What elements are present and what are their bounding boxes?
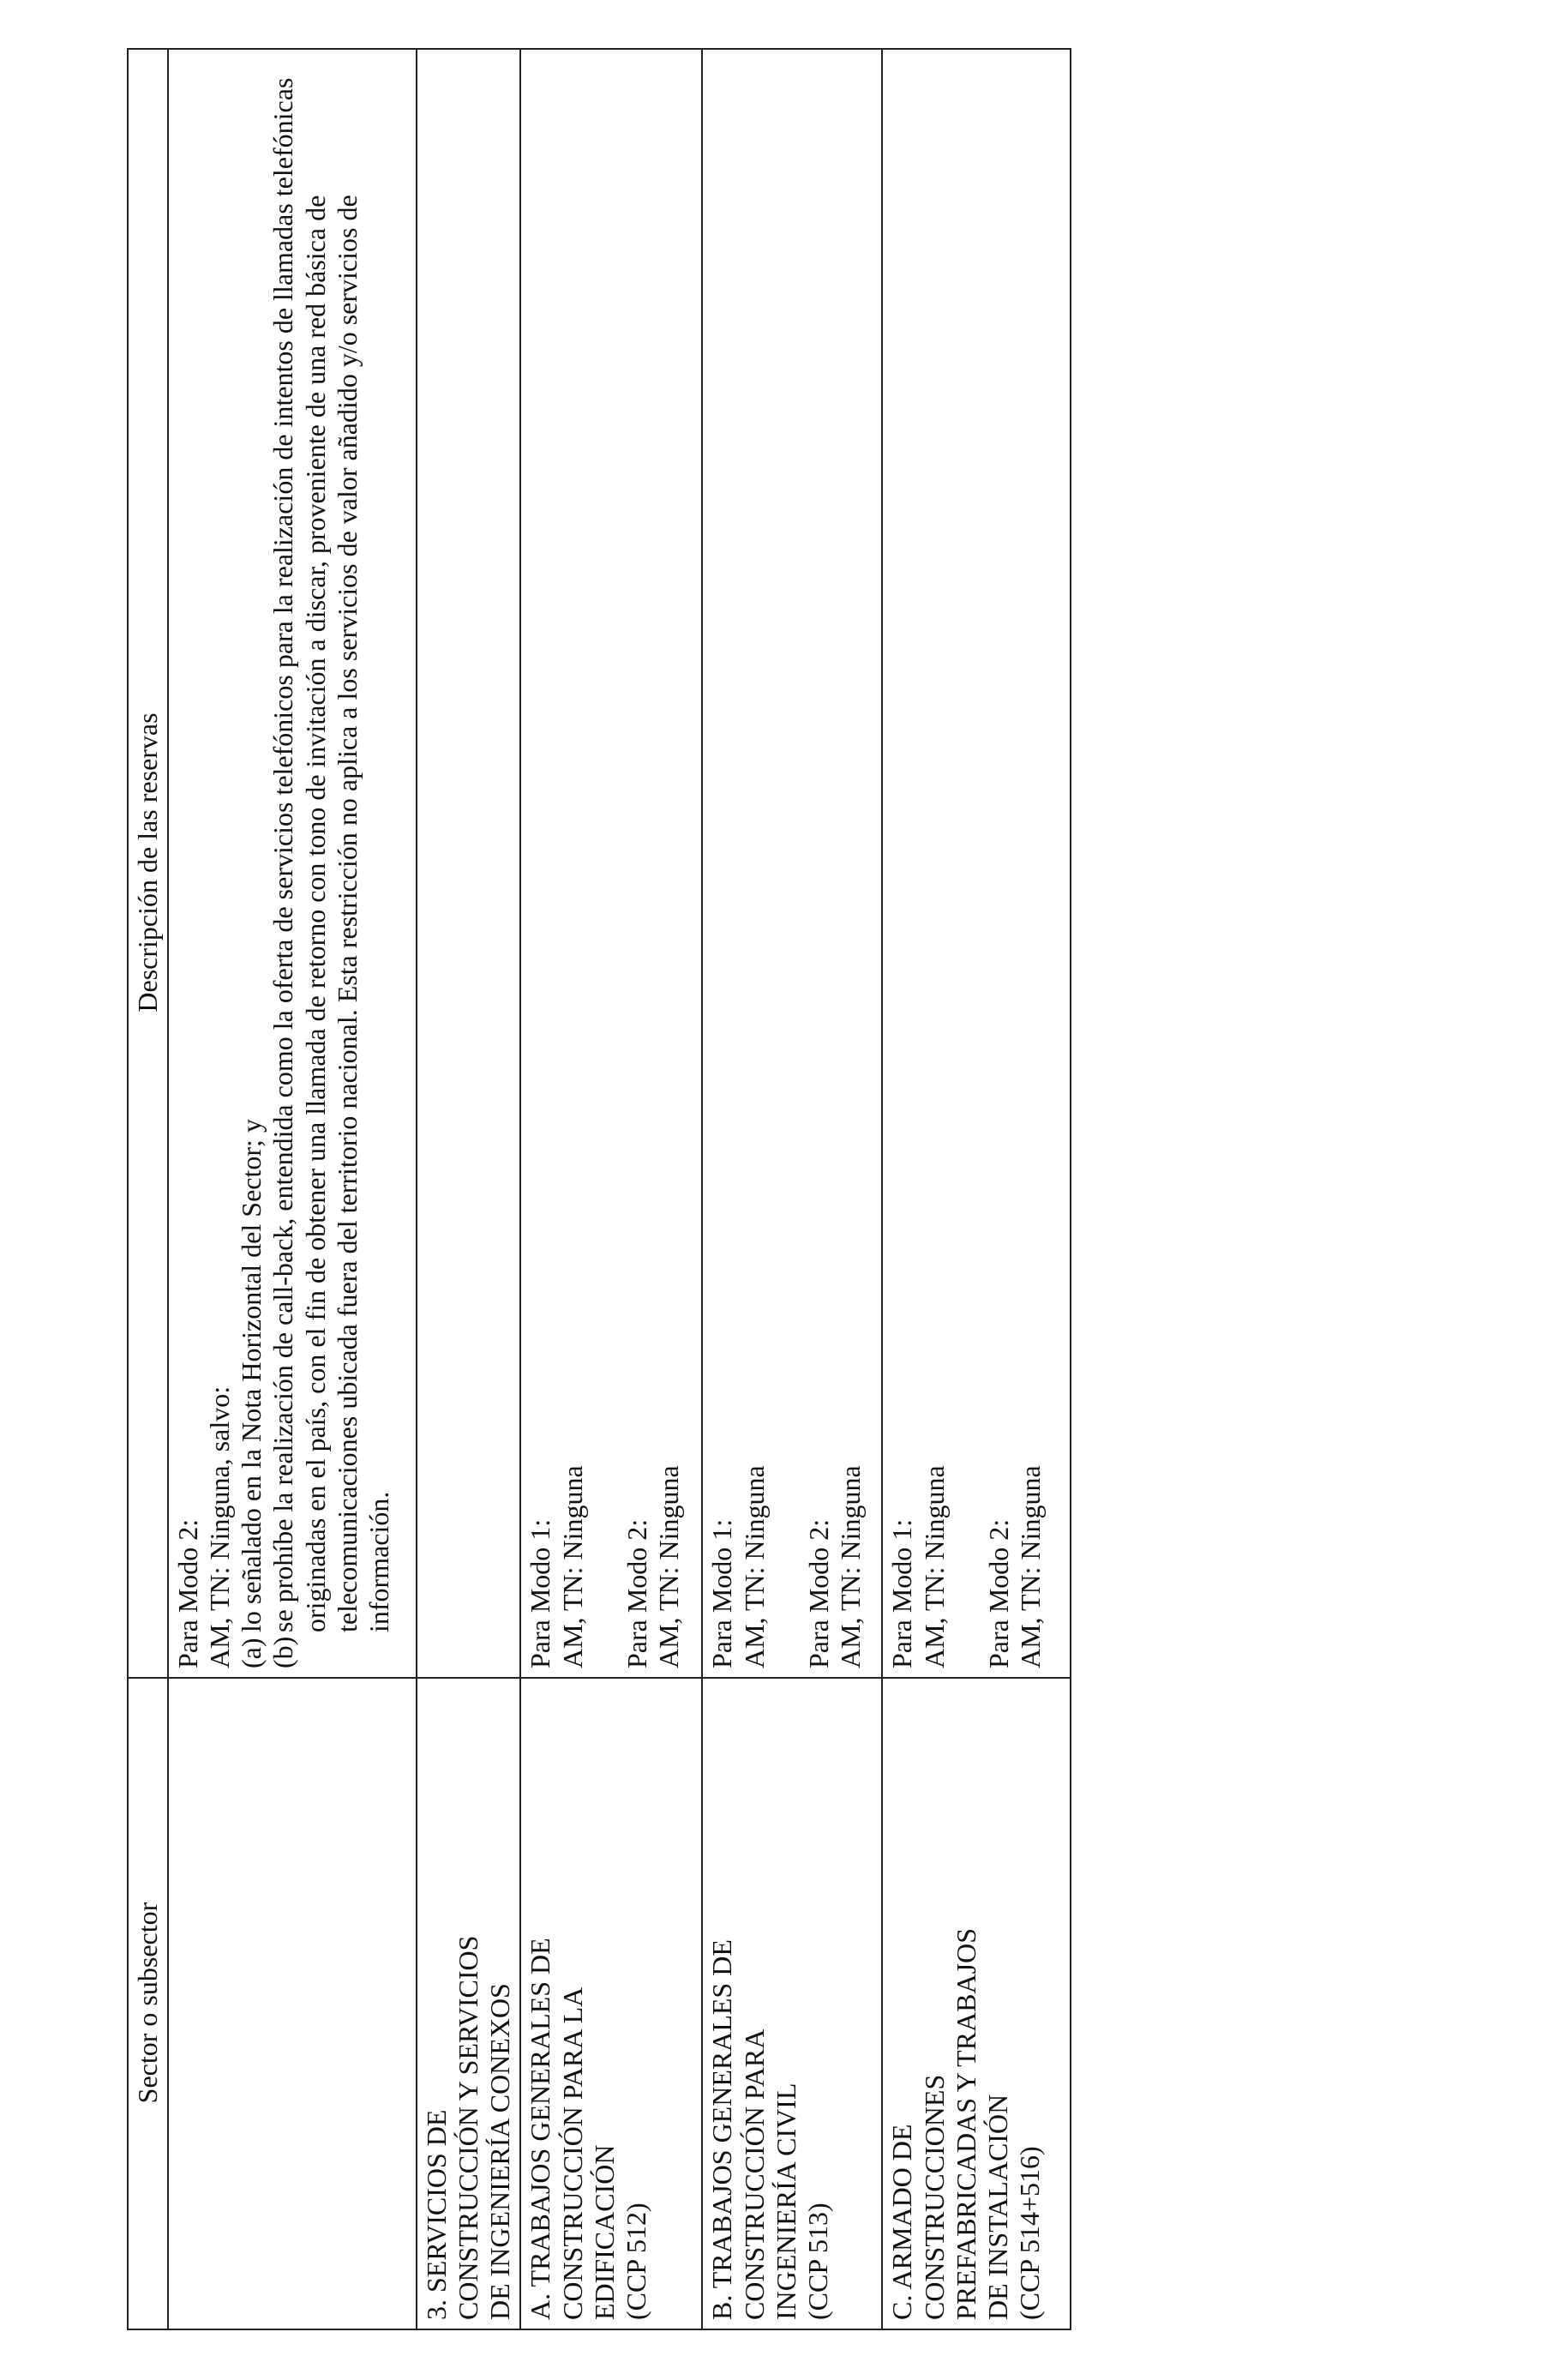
- subsector-line: CONSTRUCCIÓN PARA LA: [556, 1986, 588, 2320]
- subsector-line: C. ARMADO DE: [886, 2124, 918, 2320]
- subsector-line: (CCP 513): [801, 2203, 833, 2320]
- table-row: [882, 49, 1071, 2329]
- table-row: [702, 49, 882, 2329]
- subsector-line: A. TRABAJOS GENERALES DE: [525, 1938, 556, 2320]
- reservation-item: [236, 57, 267, 1668]
- item-text: se prohíbe la realización de call-back, entendida como la oferta de servicios telefónicos para la realización de intentos de llamadas telefónicas originadas en el país, con el fin de obtener una llamada de retorno con tono de invitación a discar, proveniente de una red básica de telecomunicaciones ubicada fuera del territorio nacional. Esta restricción no aplica a los servicios de valor añadido y/o servicios de información.: [267, 77, 394, 1632]
- subsector-line: EDIFICACIÓN: [588, 2144, 620, 2320]
- description-cell-empty: [417, 49, 520, 1678]
- table-row: [168, 49, 417, 2329]
- reservation-item: [267, 57, 394, 1668]
- mode1-label: Para Modo 1:: [886, 1518, 918, 1668]
- subsector-line: (CCP 512): [620, 2203, 651, 2320]
- mode1-value: AM, TN: Ninguna: [738, 1465, 770, 1668]
- subsector-cell: [520, 1678, 702, 2329]
- table-row: [520, 49, 702, 2329]
- subsector-line: B. TRABAJOS GENERALES DE: [706, 1939, 738, 2320]
- spacer: [589, 57, 621, 1668]
- item-label: (a): [236, 1638, 267, 1668]
- spacer: [951, 57, 983, 1668]
- sector-heading-cell: [417, 1678, 520, 2329]
- mode2-label: Para Modo 2:: [802, 1518, 834, 1668]
- subsector-cell: [702, 1678, 882, 2329]
- sector-heading-line: CONSTRUCCIÓN Y SERVICIOS: [453, 1935, 484, 2320]
- header-descripcion: Descripción de las reservas: [128, 49, 168, 1678]
- description-cell: [882, 49, 1071, 1678]
- mode1-value: AM, TN: Ninguna: [918, 1465, 950, 1668]
- mode2-value: AM, TN: Ninguna: [652, 1465, 684, 1668]
- mode1-value: AM, TN: Ninguna: [556, 1465, 588, 1668]
- spacer: [771, 57, 803, 1668]
- mode2-label: Para Modo 2:: [621, 1518, 652, 1668]
- mode2-value: AM, TN: Ninguna: [834, 1465, 866, 1668]
- subsector-line: INGENIERÍA CIVIL: [770, 2082, 801, 2320]
- sector-cell-empty: [168, 1678, 417, 2329]
- subsector-line: CONSTRUCCIONES: [918, 2074, 950, 2320]
- description-cell: [520, 49, 702, 1678]
- subsector-line: (CCP 514+516): [1013, 2146, 1045, 2320]
- item-label: (b): [267, 1636, 299, 1668]
- mode2-value: AM, TN: Ninguna: [1014, 1465, 1046, 1668]
- subsector-cell: [882, 1678, 1071, 2329]
- mode-label: Para Modo 2:: [172, 1518, 204, 1668]
- item-text: lo señalado en la Nota Horizontal del Sector; y: [236, 1119, 267, 1632]
- reservations-table: [127, 48, 1071, 2330]
- subsector-line: CONSTRUCCIÓN PARA: [738, 2028, 770, 2320]
- rotated-page: [127, 50, 1066, 2330]
- mode1-label: Para Modo 1:: [706, 1518, 738, 1668]
- mode-summary: AM, TN: Ninguna, salvo:: [204, 1385, 236, 1668]
- subsector-line: PREFABRICADAS Y TRABAJOS: [950, 1928, 981, 2320]
- subsector-line: DE INSTALACIÓN: [981, 2094, 1013, 2320]
- sector-heading-line: 3. SERVICIOS DE: [421, 2109, 453, 2320]
- mode1-label: Para Modo 1:: [525, 1518, 556, 1668]
- table-row: [417, 49, 520, 2329]
- header-sector: Sector o subsector: [128, 1678, 168, 2329]
- description-cell: [168, 49, 417, 1678]
- sector-heading-line: DE INGENIERÍA CONEXOS: [484, 1983, 516, 2320]
- mode2-label: Para Modo 2:: [982, 1518, 1014, 1668]
- table-header-row: [128, 49, 168, 2329]
- description-cell: [702, 49, 882, 1678]
